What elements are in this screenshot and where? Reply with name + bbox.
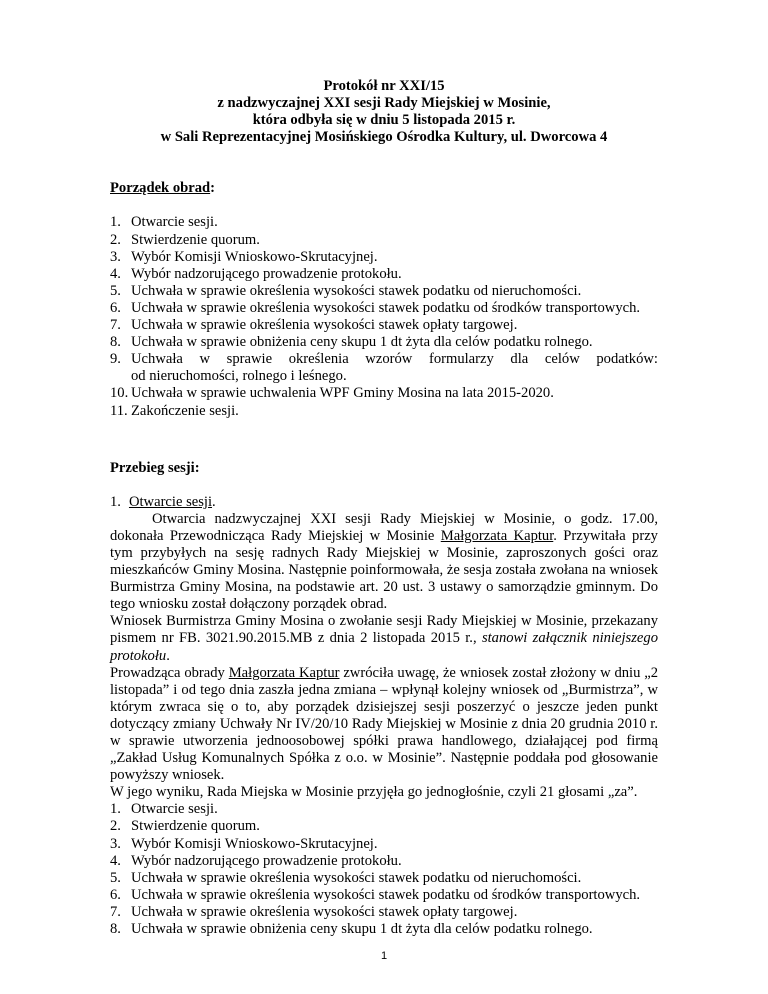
- section-title: 1. Otwarcie sesji.: [110, 493, 216, 510]
- title-line: Protokół nr XXI/15: [323, 78, 445, 94]
- adopted-agenda-list: [110, 801, 658, 938]
- chair-name: Małgorzata Kaptur: [440, 527, 554, 544]
- paragraph-opening: Otwarcia nadzwyczajnej XXI sesji Rady Miejskiej w Mosinie, o godz. 17.00, dokonała Przewodnicząca Rady Miejskiej w Mosinie Małgorzata Kaptur. Przywitała przy tym przybyłych na sesję radnych Rady Miejskiej w Mosinie, zaproszonych gości oraz mieszkańców Gminy Mosina. Następnie poinformowała, że sesja została zwołana na wniosek Burmistrza Gminy Mosina, na podstawie art. 20 ust. 3 ustawy o samorządzie gminnym. Do tego wniosku został dołączony porządek obrad.: [110, 510, 658, 613]
- agenda-item: 3. Wybór Komisji Wnioskowo-Skrutacyjnej.: [110, 835, 378, 852]
- agenda-heading: Porządek obrad:: [110, 180, 216, 197]
- agenda-item: 3. Wybór Komisji Wnioskowo-Skrutacyjnej.: [110, 248, 378, 265]
- agenda-item: 11. Zakończenie sesji.: [110, 402, 239, 419]
- agenda-item: 5. Uchwała w sprawie określenia wysokości stawek podatku od nieruchomości.: [110, 869, 582, 886]
- paragraph-vote: W jego wyniku, Rada Miejska w Mosinie przyjęła go jednogłośnie, czyli 21 głosami „za”.: [110, 784, 638, 801]
- agenda-item: 1. Otwarcie sesji.: [110, 801, 218, 818]
- agenda-item: 4. Wybór nadzorującego prowadzenie protokołu.: [110, 852, 402, 869]
- document-title: [110, 78, 658, 146]
- agenda-item: 7. Uchwała w sprawie określenia wysokości stawek opłaty targowej.: [110, 903, 518, 920]
- session-heading: Przebieg sesji:: [110, 459, 200, 476]
- paragraph-request: Wniosek Burmistrza Gminy Mosina o zwołanie sesji Rady Miejskiej w Mosinie, przekazany pismem nr FB. 3021.90.2015.MB z dnia 2 listopada 2015 r., stanowi załącznik niniejszego protokołu.: [110, 613, 658, 664]
- agenda-item: 2. Stwierdzenie quorum.: [110, 818, 260, 835]
- agenda-item: 10. Uchwała w sprawie uchwalenia WPF Gminy Mosina na lata 2015-2020.: [110, 385, 554, 402]
- agenda-item: 9. Uchwała w sprawie określenia wzorów formularzy dla celów podatków: od nieruchomości, rolnego i leśnego.: [110, 351, 658, 385]
- paragraph-chair-remark: Prowadząca obrady Małgorzata Kaptur zwróciła uwagę, że wniosek został złożony w dniu „2 listopada” i od tego dnia zaszła jedna zmiana – wpłynął kolejny wniosek od „Burmistrza”, w którym zwraca się o to, aby porządek dzisiejszej sesji poszerzyć o jeszcze jeden punkt dotyczący zmiany Uchwały Nr IV/20/10 Rady Miejskiej w Mosinie z dnia 20 grudnia 2010 r. w sprawie utworzenia jednoosobowej spółki prawa handlowego, działającej pod firmą „Zakład Usług Komunalnych Spółka z o.o. w Mosinie”. Następnie poddała pod głosowanie powyższy wniosek.: [110, 664, 659, 784]
- agenda-item: 2. Stwierdzenie quorum.: [110, 231, 260, 248]
- agenda-item: 4. Wybór nadzorującego prowadzenie protokołu.: [110, 265, 402, 282]
- agenda-item: 5. Uchwała w sprawie określenia wysokości stawek podatku od nieruchomości.: [110, 282, 582, 299]
- title-line: z nadzwyczajnej XXI sesji Rady Miejskiej w Mosinie,: [217, 95, 551, 112]
- title-line: która odbyła się w dniu 5 listopada 2015 r.: [252, 112, 516, 129]
- agenda-list: [110, 214, 658, 419]
- chair-name: Małgorzata Kaptur: [228, 664, 340, 681]
- agenda-item: 8. Uchwała w sprawie obniżenia ceny skupu 1 dt żyta dla celów podatku rolnego.: [110, 334, 593, 351]
- page-number: 1: [380, 950, 388, 962]
- title-line: w Sali Reprezentacyjnej Mosińskiego Ośrodka Kultury, ul. Dworcowa 4: [160, 129, 608, 146]
- agenda-item: 8. Uchwała w sprawie obniżenia ceny skupu 1 dt żyta dla celów podatku rolnego.: [110, 921, 593, 938]
- agenda-item: 6. Uchwała w sprawie określenia wysokości stawek podatku od środków transportowych.: [110, 886, 641, 903]
- agenda-item: 6. Uchwała w sprawie określenia wysokości stawek podatku od środków transportowych.: [110, 299, 641, 316]
- agenda-item: 1. Otwarcie sesji.: [110, 214, 218, 231]
- agenda-item: 7. Uchwała w sprawie określenia wysokości stawek opłaty targowej.: [110, 317, 518, 334]
